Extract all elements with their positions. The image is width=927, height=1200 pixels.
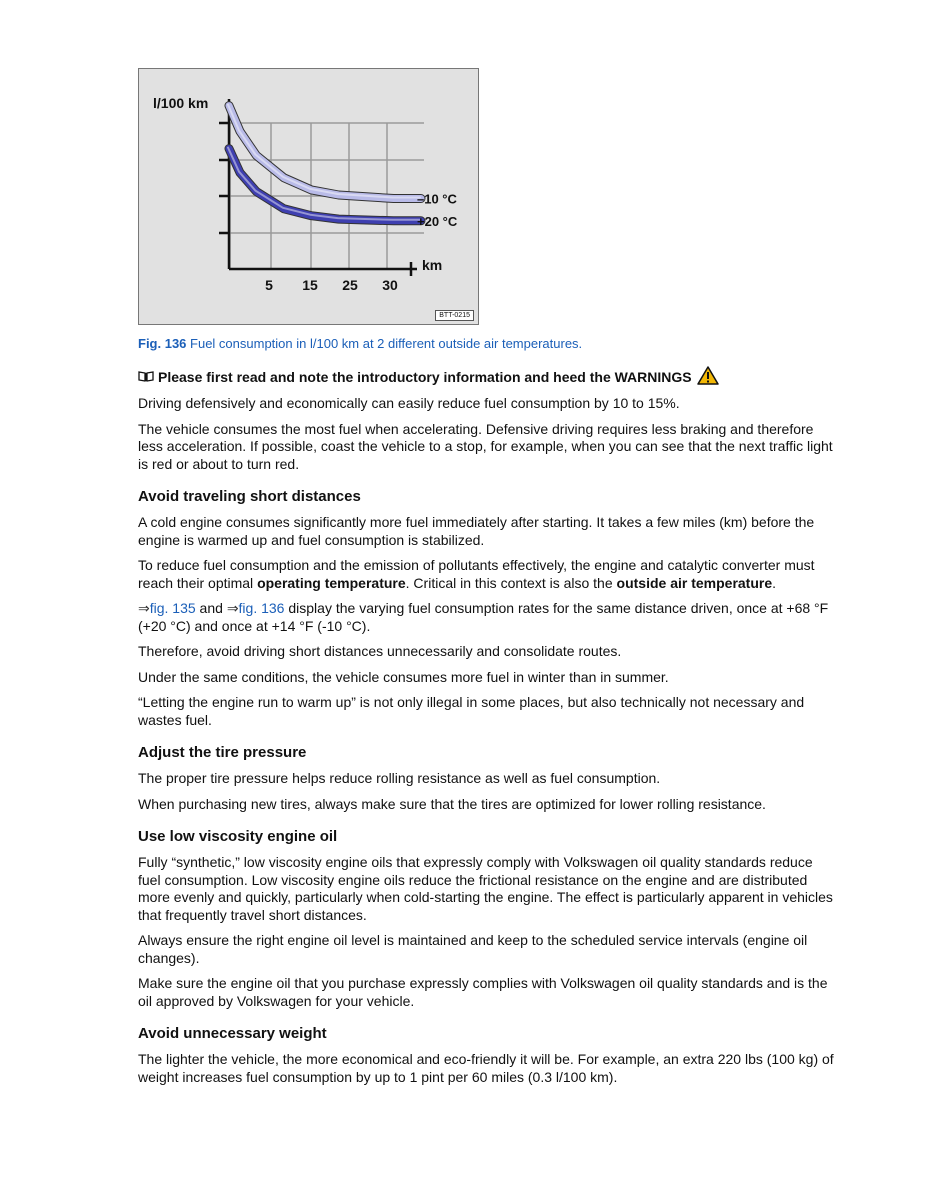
series-labels	[417, 192, 458, 229]
y-axis-label: l/100 km	[153, 95, 209, 111]
chart-series	[228, 105, 421, 221]
paragraph: Always ensure the right engine oil level is maintained and keep to the scheduled service intervals (engine oil changes).	[138, 932, 808, 966]
arrow-icon: ⇒	[226, 600, 239, 616]
figure-code: BTT-0215	[435, 310, 474, 321]
section-heading: Adjust the tire pressure	[138, 744, 307, 761]
x-tick-label: 15	[302, 277, 318, 293]
paragraph: Under the same conditions, the vehicle consumes more fuel in winter than in summer.	[138, 668, 669, 685]
x-tick-label: 5	[265, 277, 273, 293]
paragraph	[138, 557, 838, 592]
page-content	[138, 366, 838, 1094]
caption-text: Fuel consumption in l/100 km at 2 different outside air temperatures.	[186, 336, 583, 351]
series-label: –10 °C	[417, 191, 457, 207]
text-span: .	[772, 574, 777, 591]
fig-135-link[interactable]: fig. 135	[149, 600, 196, 616]
fig-136-link[interactable]: fig. 136	[238, 600, 285, 616]
series-line	[229, 106, 421, 199]
paragraph: Fully “synthetic,” low viscosity engine oils that expressly comply with Volkswagen oil quality standards reduce fuel consumption. Low viscosity engine oils reduce the frictional resistance on the engine and are distributed more evenly and quickly, particularly when cold-starting the engine. The effect is particularly apparent in vehicles that frequently travel short distances.	[138, 854, 833, 923]
x-axis-label: km	[422, 257, 443, 273]
intro-notice	[138, 366, 838, 388]
paragraph	[138, 600, 838, 635]
x-tick-labels	[265, 277, 398, 293]
x-tick-label: 30	[382, 277, 398, 293]
paragraph: A cold engine consumes significantly more fuel immediately after starting. It takes a few miles (km) before the engine is warmed up and fuel consumption is stabilized.	[138, 514, 815, 548]
paragraph: The lighter the vehicle, the more economical and eco-friendly it will be. For example, an extra 220 lbs (100 kg) of weight increases fuel consumption by up to 1 pint per 60 miles (0.3 l/100 km).	[138, 1051, 834, 1085]
figure-fuel-consumption	[138, 68, 479, 325]
arrow-icon: ⇒	[138, 600, 150, 616]
paragraph: Therefore, avoid driving short distances unnecessarily and consolidate routes.	[138, 643, 622, 659]
x-tick-label: 25	[342, 277, 358, 293]
text-span: To reduce fuel consumption and the emission of pollutants effectively, the engine and catalytic converter must reach their optimal	[138, 557, 815, 591]
paragraph: The vehicle consumes the most fuel when accelerating. Defensive driving requires less braking and therefore less acceleration. If possible, coast the vehicle to a stop, for example, when you can see that the next traffic light is red or about to turn red.	[138, 420, 833, 472]
bold-term: outside air temperature	[616, 574, 773, 591]
intro-text: Please first read and note the introductory information and heed the WARNINGS	[158, 369, 692, 385]
book-icon	[138, 369, 154, 385]
paragraph: Make sure the engine oil that you purchase expressly complies with Volkswagen oil quality standards and is the oil approved by Volkswagen for your vehicle.	[138, 975, 828, 1009]
series-label: +20 °C	[417, 213, 458, 229]
figure-caption	[138, 336, 582, 351]
paragraph: “Letting the engine run to warm up” is not only illegal in some places, but also technically not necessary and wastes fuel.	[138, 694, 805, 728]
paragraph: Driving defensively and economically can easily reduce fuel consumption by 10 to 15%.	[138, 395, 680, 411]
paragraph: When purchasing new tires, always make sure that the tires are optimized for lower rolling resistance.	[138, 795, 766, 812]
text-span: and	[195, 600, 227, 616]
text-span: display the varying fuel consumption rates for the same distance driven, once at +68 °F (+20 °C) and once at +14 °F (-10 °C).	[138, 600, 829, 634]
caption-label: Fig. 136	[138, 336, 187, 351]
warning-icon	[697, 366, 719, 388]
text-span: . Critical in this context is also the	[405, 574, 617, 591]
section-heading: Avoid unnecessary weight	[138, 1025, 327, 1042]
bold-term: operating temperature	[257, 574, 406, 591]
fuel-consumption-chart	[139, 69, 480, 326]
section-heading: Use low viscosity engine oil	[138, 828, 338, 845]
paragraph: The proper tire pressure helps reduce rolling resistance as well as fuel consumption.	[138, 770, 661, 786]
section-heading: Avoid traveling short distances	[138, 488, 361, 505]
